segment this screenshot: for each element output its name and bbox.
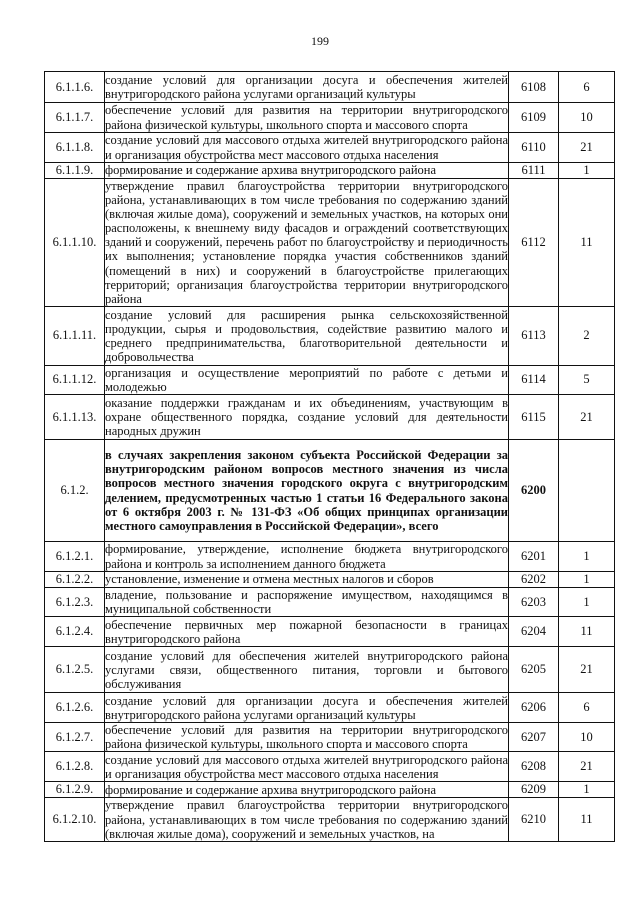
row-value: 11	[559, 617, 615, 647]
row-number: 6.1.2.3.	[45, 588, 105, 617]
row-number: 6.1.2.4.	[45, 617, 105, 647]
table-body	[45, 72, 615, 842]
table-row	[45, 798, 615, 841]
row-code: 6111	[509, 163, 559, 179]
row-value: 11	[559, 798, 615, 841]
row-value: 1	[559, 163, 615, 179]
row-number: 6.1.2.5.	[45, 647, 105, 693]
table-row	[45, 306, 615, 365]
row-value: 1	[559, 588, 615, 617]
row-description: оказание поддержки гражданам и их объединениям, участвующим в охране общественного порядка, создание условий для деятельности народных дружин	[105, 395, 508, 439]
table-row	[45, 72, 615, 103]
row-number: 6.1.1.7.	[45, 103, 105, 133]
row-number: 6.1.2.	[45, 440, 105, 542]
row-value: 21	[559, 133, 615, 163]
table-row	[45, 365, 615, 394]
row-number: 6.1.2.8.	[45, 752, 105, 782]
row-description: формирование и содержание архива внутригородского района	[105, 782, 509, 798]
row-code: 6112	[509, 179, 559, 307]
table-row	[45, 723, 615, 752]
row-description: формирование, утверждение, исполнение бюджета внутригородского района и контроль за исполнением данного бюджета	[105, 542, 508, 571]
row-number: 6.1.1.8.	[45, 133, 105, 163]
row-code: 6115	[509, 395, 559, 440]
row-number: 6.1.1.10.	[45, 179, 105, 307]
row-value: 1	[559, 572, 615, 588]
row-description: обеспечение условий для развития на территории внутригородского района физической культуры, школьного спорта и массового спорта	[105, 103, 508, 132]
table-row	[45, 572, 615, 588]
row-code: 6201	[509, 542, 559, 572]
table-row	[45, 693, 615, 723]
row-number: 6.1.2.2.	[45, 572, 105, 588]
row-value: 1	[559, 782, 615, 798]
table-row	[45, 103, 615, 133]
row-code: 6210	[509, 798, 559, 841]
row-code: 6203	[509, 588, 559, 617]
row-description: утверждение правил благоустройства территории внутригородского района, устанавливающих в том числе требования по содержанию зданий (включая жилые дома), сооружений и земельных участков, на которых они расположены, к внешнему виду фасадов и ограждений соответствующих зданий и сооружений, перечень работ по благоустройству и периодичность их выполнения; установление порядка участия собственников зданий (помещений в них) и сооружений в благоустройстве прилегающих территорий; организация благоустройства территории внутригородского района	[105, 179, 508, 306]
row-description: владение, пользование и распоряжение имуществом, находящимся в муниципальной собственности	[105, 588, 508, 617]
row-description: создание условий для организации досуга и обеспечения жителей внутригородского района услугами организаций культуры	[105, 693, 508, 722]
row-number: 6.1.1.12.	[45, 365, 105, 394]
table-row	[45, 588, 615, 617]
row-description: создание условий для расширения рынка сельскохозяйственной продукции, сырья и продовольствия, содействие развитию малого и среднего предпринимательства, благотворительной деятельности и добровольчества	[105, 307, 508, 364]
row-number: 6.1.2.10.	[45, 798, 105, 841]
row-code: 6109	[509, 103, 559, 133]
row-value: 1	[559, 542, 615, 572]
row-description: формирование и содержание архива внутригородского района	[105, 163, 509, 179]
table-row	[45, 752, 615, 782]
row-code: 6202	[509, 572, 559, 588]
row-value: 5	[559, 365, 615, 394]
row-description: создание условий для массового отдыха жителей внутригородского района и организация обустройства мест массового отдыха населения	[105, 752, 508, 781]
page-number: 199	[311, 34, 329, 48]
row-code: 6200	[509, 440, 559, 542]
row-code: 6208	[509, 752, 559, 782]
row-description: обеспечение условий для развития на территории внутригородского района физической культуры, школьного спорта и массового спорта	[105, 723, 508, 752]
row-code: 6206	[509, 693, 559, 723]
row-code: 6204	[509, 617, 559, 647]
functions-table	[44, 71, 615, 842]
row-value: 21	[559, 647, 615, 693]
row-value: 21	[559, 395, 615, 440]
row-number: 6.1.1.9.	[45, 163, 105, 179]
table-row	[45, 440, 615, 542]
table-row	[45, 782, 615, 798]
row-code: 6108	[509, 72, 559, 103]
table-row	[45, 542, 615, 572]
row-number: 6.1.2.9.	[45, 782, 105, 798]
row-code: 6110	[509, 133, 559, 163]
row-number: 6.1.2.6.	[45, 693, 105, 723]
row-number: 6.1.1.13.	[45, 395, 105, 440]
table-row	[45, 647, 615, 693]
table-row	[45, 395, 615, 440]
row-code: 6207	[509, 723, 559, 752]
row-value	[559, 440, 615, 542]
row-description: в случаях закрепления законом субъекта Российской Федерации за внутригородским районом вопросов местного значения из числа вопросов местного значения городского округа с внутригородским делением, предусмотренных частью 1 статьи 16 Федерального закона от 6 октября 2003 г. № 131-ФЗ «Об общих принципах организации местного самоуправления в Российской Федерации», всего	[105, 440, 509, 542]
table-row	[45, 179, 615, 307]
table-row	[45, 617, 615, 647]
row-number: 6.1.2.7.	[45, 723, 105, 752]
row-value: 6	[559, 72, 615, 103]
row-description: организация и осуществление мероприятий по работе с детьми и молодежью	[105, 365, 508, 394]
row-description: создание условий для обеспечения жителей внутригородского района услугами связи, общественного питания, торговли и бытового обслуживания	[105, 648, 508, 691]
row-number: 6.1.2.1.	[45, 542, 105, 572]
row-value: 6	[559, 693, 615, 723]
row-value: 10	[559, 103, 615, 133]
table-row	[45, 163, 615, 179]
table-row	[45, 133, 615, 163]
row-code: 6114	[509, 365, 559, 394]
row-description: создание условий для организации досуга и обеспечения жителей внутригородского района услугами организаций культуры	[105, 72, 508, 101]
row-description: установление, изменение и отмена местных налогов и сборов	[105, 572, 509, 588]
row-value: 11	[559, 179, 615, 307]
row-description: обеспечение первичных мер пожарной безопасности в границах внутригородского района	[105, 617, 508, 646]
row-description: утверждение правил благоустройства территории внутригородского района, устанавливающих в том числе требования по содержанию зданий (включая жилые дома), сооружений и земельных участков, на	[105, 798, 508, 841]
row-number: 6.1.1.11.	[45, 306, 105, 365]
row-value: 21	[559, 752, 615, 782]
row-value: 10	[559, 723, 615, 752]
row-value: 2	[559, 306, 615, 365]
row-description: создание условий для массового отдыха жителей внутригородского района и организация обустройства мест массового отдыха населения	[105, 133, 508, 162]
row-number: 6.1.1.6.	[45, 72, 105, 103]
row-code: 6113	[509, 306, 559, 365]
row-code: 6205	[509, 647, 559, 693]
row-code: 6209	[509, 782, 559, 798]
